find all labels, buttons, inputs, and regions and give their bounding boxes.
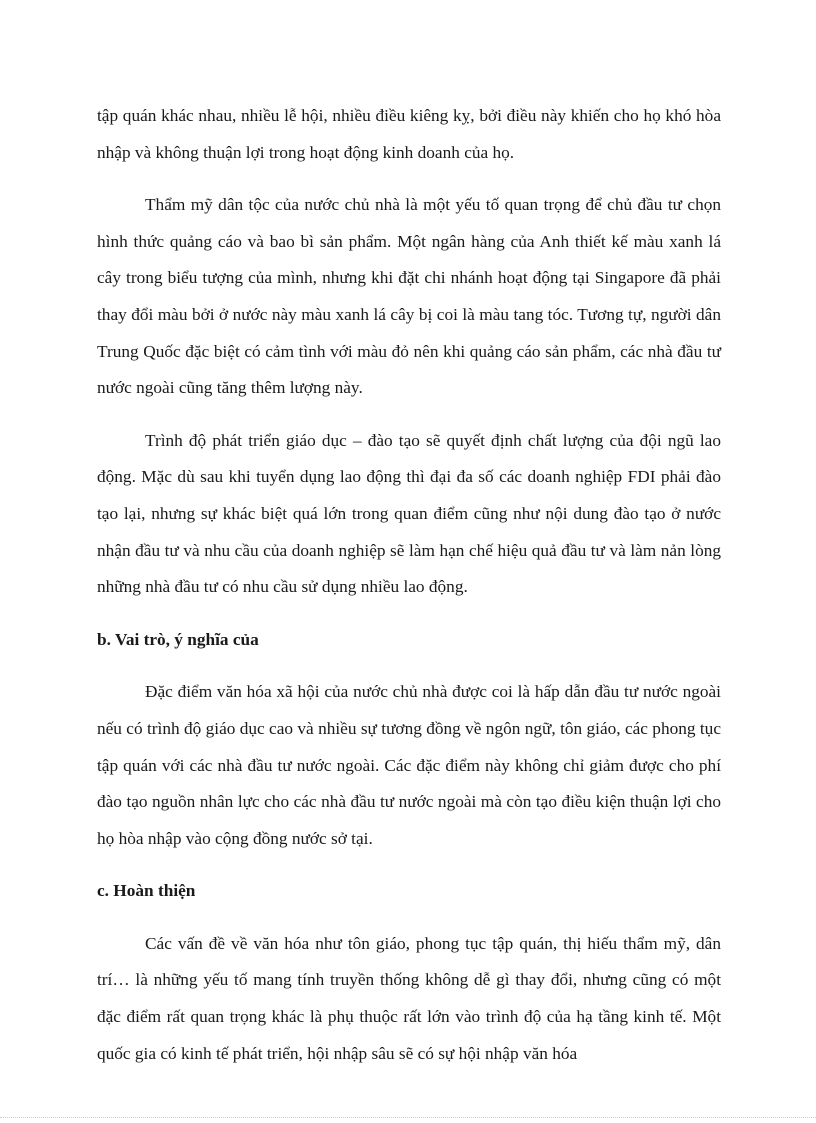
paragraph-continued: tập quán khác nhau, nhiều lễ hội, nhiều điều kiêng kỵ, bởi điều này khiến cho họ khó hòa nhập và không thuận lợi trong hoạt động kinh doanh của họ. [97, 106, 721, 162]
paragraph-aesthetics: Thẩm mỹ dân tộc của nước chủ nhà là một yếu tố quan trọng để chủ đầu tư chọn hình thức quảng cáo và bao bì sản phẩm. Một ngân hàng của Anh thiết kế màu xanh lá cây trong biểu tượng của mình, nhưng khi đặt chi nhánh hoạt động tại Singapore đã phải thay đổi màu bởi ở nước này màu xanh lá cây bị coi là màu tang tóc. Tương tự, người dân Trung Quốc đặc biệt có cảm tình với màu đỏ nên khi quảng cáo sản phẩm, các nhà đầu tư nước ngoài cũng tăng thêm lượng này. [97, 195, 721, 398]
paragraph-improvement: Các vấn đề về văn hóa như tôn giáo, phong tục tập quán, thị hiếu thẩm mỹ, dân trí… là những yếu tố mang tính truyền thống không dễ gì thay đổi, nhưng cũng có một đặc điểm rất quan trọng khác là phụ thuộc rất lớn vào trình độ của hạ tầng kinh tế. Một quốc gia có kinh tế phát triển, hội nhập sâu sẽ có sự hội nhập văn hóa [97, 933, 721, 1063]
section-heading-b: b. Vai trò, ý nghĩa của [97, 629, 259, 649]
paragraph-role: Đặc điểm văn hóa xã hội của nước chủ nhà được coi là hấp dẫn đầu tư nước ngoài nếu có trình độ giáo dục cao và nhiều sự tương đồng về ngôn ngữ, tôn giáo, các phong tục tập quán với các nhà đầu tư nước ngoài. Các đặc điểm này không chỉ giảm được cho phí đào tạo nguồn nhân lực cho các nhà đầu tư nước ngoài mà còn tạo điều kiện thuận lợi cho họ hòa nhập vào cộng đồng nước sở tại. [97, 682, 721, 848]
section-heading-c: c. Hoàn thiện [97, 881, 196, 901]
document-body [97, 98, 721, 1072]
paragraph-education: Trình độ phát triển giáo dục – đào tạo sẽ quyết định chất lượng của đội ngũ lao động. Mặc dù sau khi tuyển dụng lao động thì đại đa số các doanh nghiệp FDI phải đào tạo lại, nhưng sự khác biệt quá lớn trong quan điểm cũng như nội dung đào tạo ở nước nhận đầu tư và nhu cầu của doanh nghiệp sẽ làm hạn chế hiệu quả đầu tư và làm nản lòng những nhà đầu tư có nhu cầu sử dụng nhiều lao động. [97, 430, 721, 597]
page-bottom-border [0, 1117, 816, 1118]
